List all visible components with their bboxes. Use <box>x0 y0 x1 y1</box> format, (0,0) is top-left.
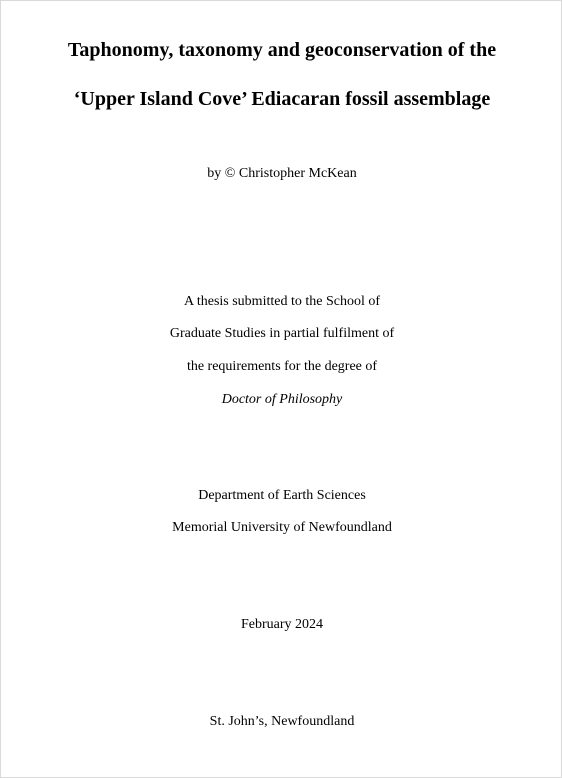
degree-name: Doctor of Philosophy <box>221 392 343 407</box>
submission-statement-line-3: the requirements for the degree of <box>186 359 378 374</box>
author-line: by © Christopher McKean <box>207 166 357 181</box>
department-name: Department of Earth Sciences <box>198 488 366 503</box>
submission-statement-line-1: A thesis submitted to the School of <box>184 294 380 309</box>
university-name: Memorial University of Newfoundland <box>172 520 392 535</box>
title-line-2: ‘Upper Island Cove’ Ediacaran fossil assemblage <box>73 88 491 110</box>
place-line: St. John’s, Newfoundland <box>209 714 355 729</box>
submission-statement-line-2: Graduate Studies in partial fulfilment of <box>169 326 395 341</box>
title-line-1: Taphonomy, taxonomy and geoconservation of the <box>67 39 497 61</box>
submission-date: February 2024 <box>240 617 324 632</box>
